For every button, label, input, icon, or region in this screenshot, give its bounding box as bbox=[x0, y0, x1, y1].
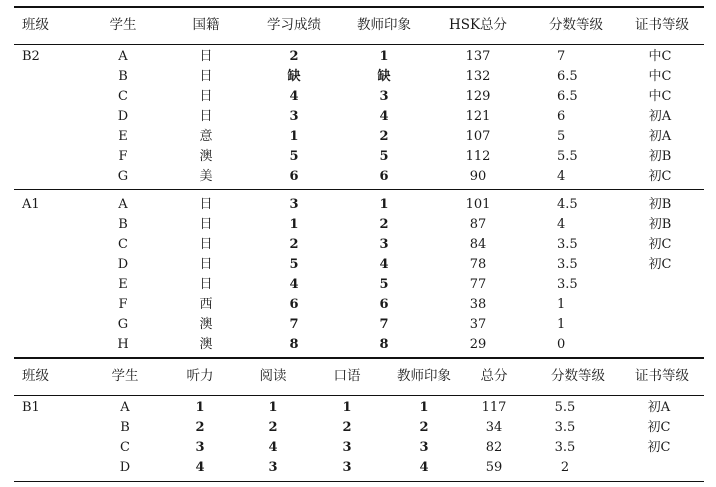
cell-hsk: 84 bbox=[469, 237, 487, 252]
cell-study: 8 bbox=[289, 337, 299, 352]
cell-hsk: 77 bbox=[469, 277, 487, 292]
cell-impression: 1 bbox=[379, 197, 389, 212]
cell-study: 7 bbox=[289, 317, 299, 332]
cell-nationality: 西 bbox=[199, 297, 213, 312]
cell-score-grade: 3.5 bbox=[554, 440, 576, 455]
cell-cert: 初C bbox=[647, 440, 671, 455]
cell-cert: 中C bbox=[648, 89, 672, 104]
cell-impression: 5 bbox=[379, 149, 389, 164]
cell-total: 34 bbox=[485, 420, 503, 435]
cell-nationality: 日 bbox=[199, 89, 213, 104]
cell-hsk: 38 bbox=[469, 297, 487, 312]
cell-hsk: 129 bbox=[465, 89, 491, 104]
cell-hsk: 107 bbox=[465, 129, 491, 144]
cell-nationality: 日 bbox=[199, 197, 213, 212]
cell-nationality: 日 bbox=[199, 49, 213, 64]
table2-bottom-rule bbox=[14, 481, 704, 482]
cell-study: 5 bbox=[289, 149, 299, 164]
cell-score-grade: 7 bbox=[557, 49, 566, 64]
cell-speaking: 1 bbox=[342, 400, 352, 415]
column-header: 学习成绩 bbox=[267, 17, 321, 33]
cell-nationality: 意 bbox=[199, 129, 213, 144]
cell-score-grade: 3.5 bbox=[557, 277, 578, 292]
cell-hsk: 29 bbox=[469, 337, 487, 352]
cell-nationality: 日 bbox=[199, 217, 213, 232]
cell-nationality: 日 bbox=[199, 69, 213, 84]
cell-score-grade: 0 bbox=[557, 337, 566, 352]
cell-cert: 中C bbox=[648, 49, 672, 64]
cell-student: B bbox=[118, 69, 128, 84]
cell-cert: 初A bbox=[647, 400, 671, 415]
column-header: 教师印象 bbox=[357, 17, 411, 33]
cell-score-grade: 5 bbox=[557, 129, 566, 144]
column-header: 班级 bbox=[22, 368, 49, 384]
cell-score-grade: 2 bbox=[560, 460, 570, 475]
cell-score-grade: 3.5 bbox=[554, 420, 576, 435]
cell-cert: 初C bbox=[647, 420, 671, 435]
cell-study: 1 bbox=[289, 129, 299, 144]
cell-score-grade: 5.5 bbox=[554, 400, 576, 415]
cell-reading: 3 bbox=[268, 460, 278, 475]
table2-top-rule bbox=[14, 357, 704, 359]
column-header: 学生 bbox=[109, 17, 137, 33]
cell-nationality: 澳 bbox=[199, 317, 213, 332]
column-header: 听力 bbox=[186, 368, 214, 384]
column-header: HSK总分 bbox=[448, 17, 508, 33]
cell-hsk: 112 bbox=[465, 149, 491, 164]
cell-impression: 4 bbox=[419, 460, 429, 475]
cell-study: 5 bbox=[289, 257, 299, 272]
cell-hsk: 132 bbox=[465, 69, 491, 84]
cell-impression: 6 bbox=[379, 169, 389, 184]
cell-study: 2 bbox=[289, 237, 299, 252]
cell-nationality: 美 bbox=[199, 169, 213, 184]
cell-study: 2 bbox=[289, 49, 299, 64]
cell-nationality: 澳 bbox=[199, 337, 213, 352]
cell-student: A bbox=[120, 400, 130, 415]
cell-speaking: 3 bbox=[342, 440, 352, 455]
cell-cert: 初A bbox=[648, 129, 672, 144]
cell-impression: 1 bbox=[419, 400, 429, 415]
cell-score-grade: 5.5 bbox=[557, 149, 578, 164]
cell-study: 6 bbox=[289, 169, 299, 184]
cell-impression: 2 bbox=[419, 420, 429, 435]
cell-nationality: 日 bbox=[199, 109, 213, 124]
column-header: 口语 bbox=[333, 368, 361, 384]
cell-hsk: 121 bbox=[465, 109, 491, 124]
table2-header-rule bbox=[14, 395, 704, 396]
cell-student: A bbox=[118, 197, 128, 212]
cell-impression: 4 bbox=[379, 109, 389, 124]
cell-student: E bbox=[118, 129, 128, 144]
cell-impression: 5 bbox=[379, 277, 389, 292]
cell-cert: 初C bbox=[648, 257, 672, 272]
cell-total: 59 bbox=[485, 460, 503, 475]
class-label: B2 bbox=[22, 49, 40, 64]
cell-cert: 初B bbox=[648, 197, 672, 212]
table1-top-rule bbox=[14, 6, 704, 8]
column-header: 学生 bbox=[111, 368, 139, 384]
cell-impression: 6 bbox=[379, 297, 389, 312]
cell-score-grade: 4 bbox=[557, 217, 566, 232]
class-label: A1 bbox=[22, 197, 40, 212]
cell-student: C bbox=[118, 237, 128, 252]
cell-listening: 4 bbox=[195, 460, 205, 475]
cell-hsk: 101 bbox=[465, 197, 491, 212]
column-header: 证书等级 bbox=[635, 368, 689, 384]
cell-student: G bbox=[117, 169, 129, 184]
cell-listening: 3 bbox=[195, 440, 205, 455]
cell-reading: 2 bbox=[268, 420, 278, 435]
cell-student: F bbox=[118, 297, 128, 312]
cell-cert: 初B bbox=[648, 217, 672, 232]
column-header: 教师印象 bbox=[397, 368, 451, 384]
cell-cert: 初B bbox=[648, 149, 672, 164]
cell-student: C bbox=[120, 440, 130, 455]
cell-nationality: 日 bbox=[199, 257, 213, 272]
cell-student: C bbox=[118, 89, 128, 104]
column-header: 分数等级 bbox=[551, 368, 605, 384]
cell-student: H bbox=[117, 337, 129, 352]
column-header: 班级 bbox=[22, 17, 49, 33]
cell-student: D bbox=[119, 460, 131, 475]
cell-student: E bbox=[118, 277, 128, 292]
group-divider-rule bbox=[14, 189, 704, 190]
cell-impression: 1 bbox=[379, 49, 389, 64]
cell-study: 4 bbox=[289, 89, 299, 104]
cell-total: 117 bbox=[481, 400, 507, 415]
cell-study: 4 bbox=[289, 277, 299, 292]
cell-reading: 4 bbox=[268, 440, 278, 455]
cell-impression: 2 bbox=[379, 217, 389, 232]
column-header: 分数等级 bbox=[549, 17, 603, 33]
cell-speaking: 2 bbox=[342, 420, 352, 435]
cell-hsk: 87 bbox=[469, 217, 487, 232]
cell-score-grade: 4 bbox=[557, 169, 566, 184]
cell-impression: 4 bbox=[379, 257, 389, 272]
cell-score-grade: 1 bbox=[557, 297, 566, 312]
cell-cert: 初A bbox=[648, 109, 672, 124]
cell-hsk: 137 bbox=[465, 49, 491, 64]
cell-score-grade: 3.5 bbox=[557, 237, 578, 252]
cell-hsk: 78 bbox=[469, 257, 487, 272]
cell-score-grade: 6 bbox=[557, 109, 566, 124]
cell-impression: 3 bbox=[419, 440, 429, 455]
cell-study: 1 bbox=[289, 217, 299, 232]
cell-study: 3 bbox=[289, 197, 299, 212]
cell-study: 6 bbox=[289, 297, 299, 312]
cell-student: D bbox=[117, 257, 129, 272]
cell-score-grade: 4.5 bbox=[557, 197, 578, 212]
cell-cert: 初C bbox=[648, 169, 672, 184]
cell-impression: 3 bbox=[379, 237, 389, 252]
cell-student: B bbox=[120, 420, 130, 435]
cell-score-grade: 6.5 bbox=[557, 69, 578, 84]
cell-student: F bbox=[118, 149, 128, 164]
cell-impression: 7 bbox=[379, 317, 389, 332]
cell-student: B bbox=[118, 217, 128, 232]
cell-total: 82 bbox=[485, 440, 503, 455]
cell-student: G bbox=[117, 317, 129, 332]
cell-hsk: 90 bbox=[469, 169, 487, 184]
cell-score-grade: 1 bbox=[557, 317, 566, 332]
cell-cert: 初C bbox=[648, 237, 672, 252]
cell-reading: 1 bbox=[268, 400, 278, 415]
cell-nationality: 日 bbox=[199, 237, 213, 252]
cell-cert: 中C bbox=[648, 69, 672, 84]
cell-student: A bbox=[118, 49, 128, 64]
cell-impression: 2 bbox=[379, 129, 389, 144]
cell-listening: 1 bbox=[195, 400, 205, 415]
cell-score-grade: 3.5 bbox=[557, 257, 578, 272]
cell-study: 缺 bbox=[287, 69, 301, 84]
cell-hsk: 37 bbox=[469, 317, 487, 332]
cell-impression: 缺 bbox=[377, 69, 391, 84]
column-header: 总分 bbox=[480, 368, 508, 384]
cell-nationality: 澳 bbox=[199, 149, 213, 164]
cell-speaking: 3 bbox=[342, 460, 352, 475]
cell-score-grade: 6.5 bbox=[557, 89, 578, 104]
cell-listening: 2 bbox=[195, 420, 205, 435]
table1-header-rule bbox=[14, 44, 704, 45]
cell-student: D bbox=[117, 109, 129, 124]
column-header: 阅读 bbox=[259, 368, 287, 384]
cell-nationality: 日 bbox=[199, 277, 213, 292]
cell-impression: 3 bbox=[379, 89, 389, 104]
column-header: 国籍 bbox=[192, 17, 220, 33]
class-label: B1 bbox=[22, 400, 40, 415]
cell-study: 3 bbox=[289, 109, 299, 124]
column-header: 证书等级 bbox=[635, 17, 689, 33]
cell-impression: 8 bbox=[379, 337, 389, 352]
